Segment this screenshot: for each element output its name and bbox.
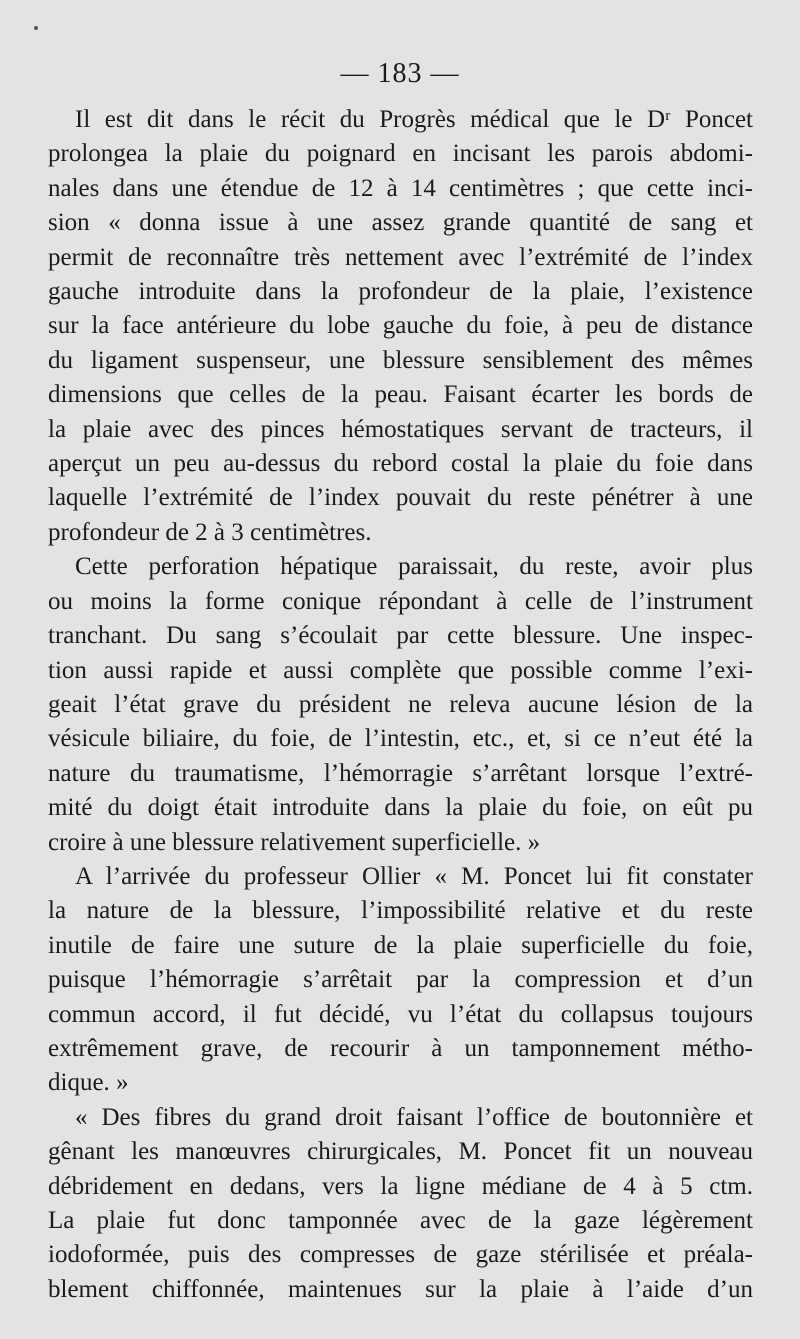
text-line: dimensions que celles de la peau. Faisant écarter les bords de: [48, 381, 753, 409]
text-line: Cette perforation hépatique paraissait, du reste, avoir plus: [75, 553, 753, 581]
text-line: Il est dit dans le récit du Progrès médical que le Dʳ Poncet: [75, 106, 753, 133]
text-line: commun accord, il fut décidé, vu l’état du collapsus toujours: [48, 1000, 753, 1028]
text-line: prolongea la plaie du poignard en incisant les parois abdomi-: [48, 140, 753, 168]
text-line: inutile de faire une suture de la plaie superficielle du foie,: [48, 931, 753, 959]
text-line: laquelle l’extrémité de l’index pouvait du reste pénétrer à une: [48, 484, 753, 512]
text-line: nales dans une étendue de 12 à 14 centimètres ; que cette inci-: [48, 174, 753, 202]
text-line: geait l’état grave du président ne releva aucune lésion de la: [48, 690, 753, 718]
text-line: mité du doigt était introduite dans la plaie du foie, on eût pu: [48, 794, 753, 822]
text-line: blement chiffonnée, maintenues sur la plaie à l’aide d’un: [48, 1275, 753, 1303]
text-line: la nature de la blessure, l’impossibilité relative et du reste: [48, 897, 753, 925]
text-line: « Des fibres du grand droit faisant l’office de boutonnière et: [75, 1103, 753, 1131]
text-line: puisque l’hémorragie s’arrêtait par la compression et d’un: [48, 966, 753, 994]
text-line: tion aussi rapide et aussi complète que possible comme l’exi-: [48, 656, 753, 684]
text-line: nature du traumatisme, l’hémorragie s’arrêtant lorsque l’extré-: [48, 759, 753, 787]
text-line: du ligament suspenseur, une blessure sensiblement des mêmes: [48, 346, 753, 374]
text-line: La plaie fut donc tamponnée avec de la gaze légèrement: [48, 1207, 753, 1234]
text-line: gênant les manœuvres chirurgicales, M. Poncet fit un nouveau: [48, 1138, 753, 1166]
text-line: ou moins la forme conique répondant à celle de l’instrument: [48, 587, 753, 615]
paper-speck: [34, 26, 38, 30]
text-line: sur la face antérieure du lobe gauche du foie, à peu de distance: [48, 312, 753, 340]
text-line: débridement en dedans, vers la ligne médiane de 4 à 5 ctm.: [48, 1172, 753, 1200]
text-line: la plaie avec des pinces hémostatiques servant de tracteurs, il: [48, 415, 753, 443]
text-line: gauche introduite dans la profondeur de la plaie, l’existence: [48, 278, 753, 306]
text-line: dique. »: [48, 1069, 129, 1097]
text-line: profondeur de 2 à 3 centimètres.: [48, 518, 372, 546]
body-text: [48, 103, 753, 1307]
text-line: tranchant. Du sang s’écoulait par cette blessure. Une inspec-: [48, 622, 753, 650]
text-line: iodoformée, puis des compresses de gaze stérilisée et préala-: [48, 1241, 753, 1269]
text-line: extrêmement grave, de recourir à un tamponnement métho-: [48, 1034, 753, 1062]
text-line: aperçut un peu au-dessus du rebord costal la plaie du foie dans: [48, 450, 753, 478]
text-line: croire à une blessure relativement superficielle. »: [48, 828, 541, 856]
text-line: A l’arrivée du professeur Ollier « M. Poncet lui fit constater: [75, 862, 753, 890]
text-line: permit de reconnaître très nettement avec l’extrémité de l’index: [48, 243, 753, 271]
page-number: — 183 —: [340, 58, 460, 89]
text-line: vésicule biliaire, du foie, de l’intestin, etc., et, si ce n’eut été la: [48, 725, 753, 753]
text-line: sion « donna issue à une assez grande quantité de sang et: [48, 209, 753, 237]
